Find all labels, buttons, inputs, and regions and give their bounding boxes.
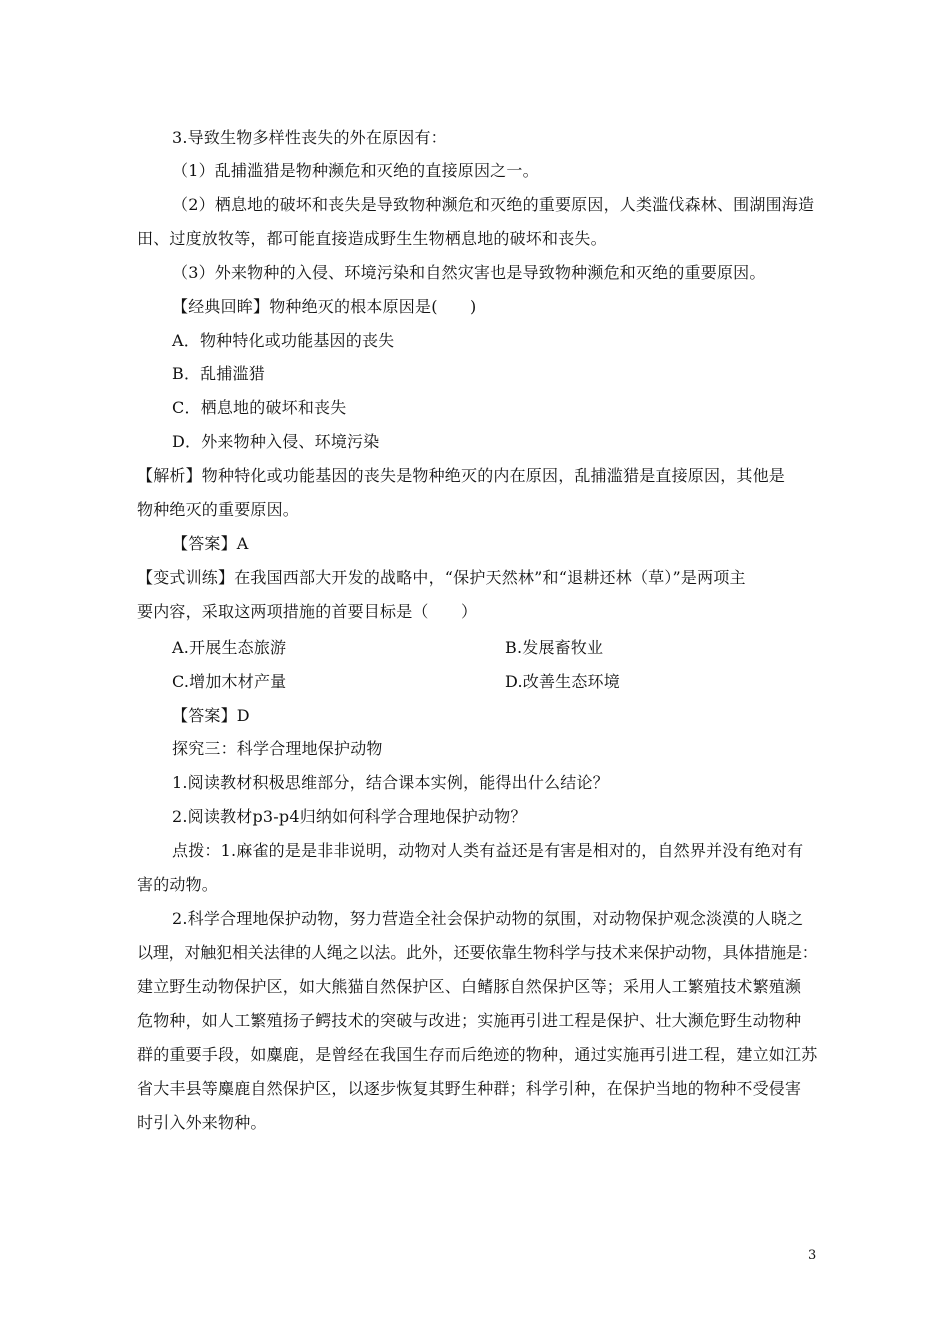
answer-line: 【答案】A bbox=[172, 534, 249, 553]
option-b: B．乱捕滥猎 bbox=[172, 364, 265, 383]
paragraph-line: 田、过度放牧等，都可能直接造成野生生物栖息地的破坏和丧失。 bbox=[137, 229, 607, 248]
answer-line: 【答案】D bbox=[172, 706, 250, 725]
paragraph-line: （3）外来物种的入侵、环境污染和自然灾害也是导致物种濒危和灭绝的重要原因。 bbox=[172, 263, 766, 282]
paragraph-line: 建立野生动物保护区，如大熊猫自然保护区、白鳍豚自然保护区等；采用人工繁殖技术繁殖濒 bbox=[137, 977, 802, 996]
question-heading: 【经典回眸】物种绝灭的根本原因是( ) bbox=[172, 297, 477, 316]
paragraph-line: 1.阅读教材积极思维部分，结合课本实例，能得出什么结论？ bbox=[172, 773, 609, 792]
option-b: B.发展畜牧业 bbox=[505, 638, 604, 657]
paragraph-line: 2.科学合理地保护动物，努力营造全社会保护动物的氛围，对动物保护观念淡漠的人晓之 bbox=[172, 909, 804, 928]
paragraph-line: 群的重要手段，如麋鹿，是曾经在我国生存而后绝迹的物种，通过实施再引进工程，建立如江苏 bbox=[137, 1045, 818, 1064]
paragraph-line: 时引入外来物种。 bbox=[137, 1113, 267, 1132]
page-number: 3 bbox=[808, 1248, 817, 1263]
paragraph-line: 危物种，如人工繁殖扬子鳄技术的突破与改进；实施再引进工程是保护、壮大濒危野生动物种 bbox=[137, 1011, 802, 1030]
section-heading: 探究三：科学合理地保护动物 bbox=[172, 739, 383, 758]
paragraph-line: 省大丰县等麋鹿自然保护区，以逐步恢复其野生种群；科学引种，在保护当地的物种不受侵害 bbox=[137, 1079, 802, 1098]
option-a: A.开展生态旅游 bbox=[172, 638, 287, 657]
paragraph-line: 2.阅读教材p3-p4归纳如何科学合理地保护动物？ bbox=[172, 807, 527, 826]
analysis-line: 【解析】物种特化或功能基因的丧失是物种绝灭的内在原因，乱捕滥猎是直接原因，其他是 bbox=[137, 466, 786, 485]
paragraph-line: 点拨：1.麻雀的是是非非说明，动物对人类有益还是有害是相对的，自然界并没有绝对有 bbox=[172, 841, 804, 860]
paragraph-line: 3.导致生物多样性丧失的外在原因有： bbox=[172, 128, 447, 147]
paragraph-line: 以理，对触犯相关法律的人绳之以法。此外，还要依靠生物科学与技术来保护动物，具体措施是： bbox=[137, 943, 818, 962]
option-c: C.增加木材产量 bbox=[172, 672, 287, 691]
paragraph-line: （1）乱捕滥猎是物种濒危和灭绝的直接原因之一。 bbox=[172, 161, 539, 180]
paragraph-line: （2）栖息地的破坏和丧失是导致物种濒危和灭绝的重要原因，人类滥伐森林、围湖围海造 bbox=[172, 195, 815, 214]
option-a: A．物种特化或功能基因的丧失 bbox=[172, 331, 395, 350]
paragraph-line: 害的动物。 bbox=[137, 875, 219, 894]
question-line: 要内容，采取这两项措施的首要目标是（ ） bbox=[137, 602, 478, 621]
option-d: D.改善生态环境 bbox=[505, 672, 620, 691]
analysis-line: 物种绝灭的重要原因。 bbox=[137, 500, 300, 519]
question-heading: 【变式训练】在我国西部大开发的战略中，“保护天然林”和“退耕还林（草）”是两项主 bbox=[137, 568, 746, 587]
option-c: C．栖息地的破坏和丧失 bbox=[172, 398, 347, 417]
option-d: D．外来物种入侵、环境污染 bbox=[172, 432, 380, 451]
